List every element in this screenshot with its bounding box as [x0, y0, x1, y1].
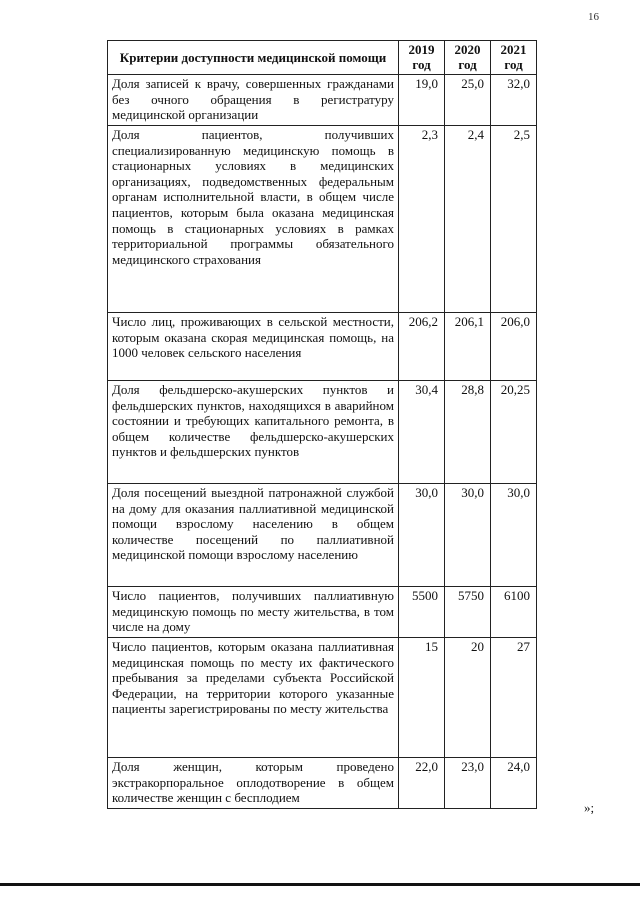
table-row [108, 587, 537, 638]
table-row [108, 638, 537, 758]
row-value-2019: 2,3 [399, 126, 445, 313]
header-2019: 2019 год [399, 41, 445, 75]
row-value-2020: 2,4 [445, 126, 491, 313]
row-criteria: Доля фельдшерско-акушерских пунктов и фельдшерских пунктов, находящихся в аварийном состоянии и требующих капитального ремонта, в общем количестве фельдшерско-акушерских пунктов и фельдшерских пунктов [108, 381, 399, 484]
row-value-2019: 30,4 [399, 381, 445, 484]
row-value-2021: 27 [491, 638, 537, 758]
row-value-2019: 15 [399, 638, 445, 758]
row-value-2021: 24,0 [491, 758, 537, 809]
header-criteria: Критерии доступности медицинской помощи [108, 41, 399, 75]
row-value-2019: 206,2 [399, 313, 445, 381]
row-criteria: Число лиц, проживающих в сельской местности, которым оказана скорая медицинская помощь, на 1000 человек сельского населения [108, 313, 399, 381]
row-value-2019: 30,0 [399, 484, 445, 587]
row-value-2020: 28,8 [445, 381, 491, 484]
row-value-2019: 5500 [399, 587, 445, 638]
row-criteria: Число пациентов, которым оказана паллиативная медицинская помощь по месту их фактического пребывания за пределами субъекта Российской Федерации, на территории которого указанные пациенты зарегистрированы по месту жительства [108, 638, 399, 758]
row-value-2020: 206,1 [445, 313, 491, 381]
row-value-2020: 25,0 [445, 75, 491, 126]
row-value-2021: 2,5 [491, 126, 537, 313]
row-value-2019: 22,0 [399, 758, 445, 809]
page-number: 16 [588, 11, 599, 23]
table-row [108, 381, 537, 484]
table-row [108, 126, 537, 313]
header-2020: 2020 год [445, 41, 491, 75]
criteria-table [107, 40, 537, 809]
row-criteria: Доля женщин, которым проведено экстракорпоральное оплодотворение в общем количестве женщин с бесплодием [108, 758, 399, 809]
row-criteria: Доля пациентов, получивших специализированную медицинскую помощь в стационарных условиях в медицинских организациях, подведомственных федеральным органам исполнительной власти, в общем числе пациентов, которым была оказана медицинская помощь в стационарных условиях в рамках территориальной программы обязательного медицинского страхования [108, 126, 399, 313]
table-row [108, 484, 537, 587]
row-value-2021: 6100 [491, 587, 537, 638]
closing-quote-mark: »; [584, 800, 595, 815]
row-criteria: Число пациентов, получивших паллиативную медицинскую помощь по месту жительства, в том числе на дому [108, 587, 399, 638]
row-value-2020: 20 [445, 638, 491, 758]
row-criteria: Доля посещений выездной патронажной службой на дому для оказания паллиативной медицинской помощи взрослому населению в общем количестве посещений по паллиативной медицинской помощи взрослому населению [108, 484, 399, 587]
row-value-2021: 32,0 [491, 75, 537, 126]
table-row [108, 75, 537, 126]
header-2021: 2021 год [491, 41, 537, 75]
row-value-2020: 23,0 [445, 758, 491, 809]
row-value-2021: 30,0 [491, 484, 537, 587]
table-row [108, 758, 537, 809]
table-row [108, 313, 537, 381]
row-criteria: Доля записей к врачу, совершенных гражданами без очного обращения в регистратуру медицинской организации [108, 75, 399, 126]
row-value-2019: 19,0 [399, 75, 445, 126]
row-value-2020: 5750 [445, 587, 491, 638]
row-value-2021: 20,25 [491, 381, 537, 484]
bottom-rule [0, 883, 640, 886]
row-value-2020: 30,0 [445, 484, 491, 587]
row-value-2021: 206,0 [491, 313, 537, 381]
table-header-row [108, 41, 537, 75]
